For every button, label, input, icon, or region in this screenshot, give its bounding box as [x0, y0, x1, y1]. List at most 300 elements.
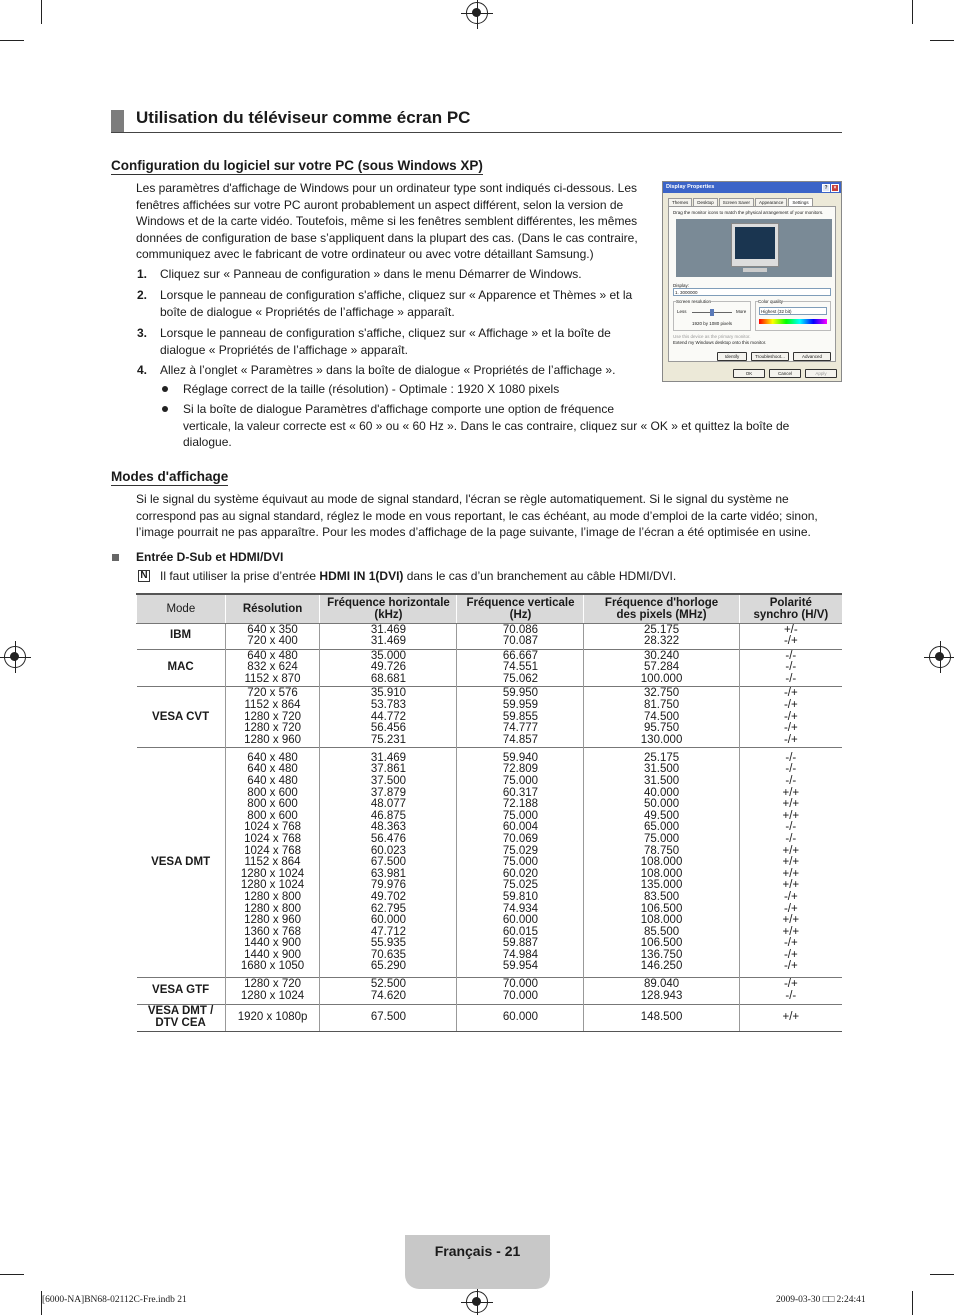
cell-value: -/- [785, 661, 797, 674]
mode-cell [137, 687, 226, 748]
cell-value: 28.322 [643, 635, 680, 648]
cell-value: 60.000 [502, 1010, 539, 1023]
cell-value: 60.020 [502, 867, 539, 880]
print-file-info: [6000-NA]BN68-02112C-Fre.indb 21 [42, 1295, 187, 1305]
resolution-label: Screen resolution [676, 299, 712, 304]
cell-value: -/+ [783, 722, 798, 735]
mode-name: VESA CVT [152, 710, 210, 723]
intro-paragraph [136, 180, 651, 263]
cell-value: 74.857 [502, 733, 539, 746]
cell-value: 1152 x 864 [244, 699, 301, 712]
table-header-row [137, 594, 843, 623]
vertical-frequency-cell [457, 687, 584, 748]
instruction-text: Drag the monitor icons to match the physical arrangement of your monitors. [673, 210, 824, 215]
cell-value: 65.290 [370, 960, 407, 973]
resolution-cell [225, 1004, 320, 1031]
cell-value: -/+ [783, 902, 798, 915]
cell-value: 81.750 [643, 699, 680, 712]
cell-value: 31.469 [370, 623, 407, 636]
sync-polarity-cell [739, 1004, 842, 1031]
mode-name: VESA DMT [151, 856, 211, 869]
display-select[interactable] [673, 288, 831, 296]
dialog-titlebar [663, 182, 841, 193]
display-properties-screenshot [662, 181, 842, 382]
crop-mark [41, 0, 42, 24]
header-pixel-clock [584, 594, 739, 623]
cell-value: 1152 x 864 [244, 856, 301, 869]
header-line: Polarité [769, 596, 812, 609]
step-3 [137, 325, 657, 359]
text-line: Windows et de la carte vidéo. Toutefois, même si les fenêtres semblent différentes, les mêmes [136, 214, 638, 228]
page-title: Utilisation du téléviseur comme écran PC [136, 108, 471, 127]
cell-value: 55.935 [370, 937, 407, 950]
troubleshoot-button[interactable]: Troubleshoot... [751, 352, 789, 361]
cell-value: -/+ [783, 960, 798, 973]
cell-value: 74.984 [502, 948, 539, 961]
cell-value: 70.000 [502, 990, 539, 1003]
cell-value: 1280 x 720 [244, 722, 302, 735]
header-line: des pixels (MHz) [616, 608, 707, 621]
cell-value: 60.015 [502, 925, 539, 938]
cell-value: 25.175 [643, 751, 680, 764]
cell-value: 59.855 [502, 710, 539, 723]
cell-value: 37.879 [370, 786, 407, 799]
cell-value: +/+ [782, 925, 800, 938]
color-value: Highest (32 bit) [761, 309, 792, 314]
cell-value: 75.062 [502, 672, 539, 685]
cell-value: 60.317 [502, 786, 539, 799]
horizontal-frequency-cell [320, 623, 457, 649]
cell-value: 832 x 624 [247, 661, 298, 674]
header-mode: Mode [137, 594, 226, 623]
cell-value: 1280 x 960 [244, 914, 302, 927]
cell-value: 48.077 [370, 798, 407, 811]
cell-value: -/- [785, 763, 797, 776]
text-line: données de configuration de base s’appliquent dans la plupart des cas. (Dans le cas contraire, [136, 230, 638, 245]
pixel-clock-cell [584, 1004, 739, 1031]
bullet-frequency [162, 401, 822, 453]
cell-value: 1280 x 1024 [240, 867, 305, 880]
cell-value: 35.000 [370, 649, 407, 662]
cell-value: 640 x 480 [247, 649, 298, 662]
mode-name: VESA GTF [152, 984, 210, 997]
bullet-icon [162, 406, 168, 412]
cell-value: 62.795 [370, 902, 407, 915]
cell-value: -/+ [783, 635, 798, 648]
mode-name: VESA DMT / [147, 1005, 214, 1018]
cell-value: 59.954 [502, 960, 539, 973]
display-value: 1. 3000000 [675, 290, 698, 295]
primary-monitor-checkbox[interactable]: Use this device as the primary monitor. [673, 334, 751, 339]
vertical-frequency-cell [457, 1004, 584, 1031]
cell-value: 49.500 [643, 809, 680, 822]
note-text [160, 569, 676, 583]
monitor-preview [676, 219, 832, 277]
resolution-cell [225, 748, 320, 978]
cell-value: -/+ [783, 890, 798, 903]
cell-value: 83.500 [643, 890, 680, 903]
cell-value: 47.712 [370, 925, 407, 938]
step-number: 2. [137, 288, 148, 302]
cell-value: +/+ [782, 786, 800, 799]
resolution-cell [225, 649, 320, 687]
step-number: 3. [137, 326, 148, 340]
resolution-cell [225, 687, 320, 748]
bullet-text [183, 401, 789, 451]
step-line: boîte de dialogue « Propriétés de l’affichage » apparaît. [160, 304, 455, 319]
cell-value: 1280 x 720 [244, 978, 302, 991]
text-line: communiquez avec le fabricant de votre ordinateur ou avec votre détaillant Samsung.) [136, 247, 594, 261]
note-text-bold: HDMI IN 1(DVI) [319, 569, 404, 583]
cell-value: 75.000 [502, 809, 539, 822]
close-icon: × [831, 184, 839, 192]
pixel-clock-cell [584, 748, 739, 978]
crop-mark [912, 0, 913, 24]
cell-value: 78.750 [643, 844, 680, 857]
horizontal-frequency-cell [320, 1004, 457, 1031]
cell-value: 75.000 [502, 774, 539, 787]
cell-value: 50.000 [643, 798, 680, 811]
tab-desktop[interactable]: Desktop [693, 198, 718, 206]
cell-value: +/+ [782, 867, 800, 880]
cell-value: +/+ [782, 1010, 800, 1023]
table-row [137, 978, 843, 1004]
cell-value: 1280 x 960 [244, 733, 302, 746]
registration-mark-icon [466, 1291, 488, 1313]
cell-value: 48.363 [370, 821, 407, 834]
table-row [137, 687, 843, 748]
cell-value: 56.476 [370, 832, 407, 845]
cell-value: 136.750 [640, 948, 683, 961]
sync-polarity-cell [739, 748, 842, 978]
cell-value: 79.976 [370, 879, 407, 892]
vertical-frequency-cell [457, 649, 584, 687]
cell-value: 49.726 [370, 661, 407, 674]
crop-mark [930, 40, 954, 41]
text-line: correspond pas au signal standard, réglez le mode en vous reportant, le cas échéant, au mode d’emploi de la carte vidéo; sinon, [136, 508, 818, 523]
apply-button[interactable]: Apply [805, 369, 837, 378]
cell-value: -/+ [783, 687, 798, 700]
mode-cell [137, 978, 226, 1004]
sync-polarity-cell [739, 623, 842, 649]
mode-cell [137, 623, 226, 649]
cell-value: 49.702 [370, 890, 407, 903]
header-resolution: Résolution [225, 594, 320, 623]
bullet-line: dialogue. [183, 435, 232, 449]
cell-value: 67.500 [370, 1010, 407, 1023]
cell-value: 146.250 [640, 960, 683, 973]
cell-value: -/- [785, 672, 797, 685]
square-bullet-icon [112, 554, 119, 561]
text-line: fenêtres affichées sur votre PC auront probablement un aspect différent, selon la version de [136, 197, 624, 212]
cell-value: 63.981 [370, 867, 407, 880]
cell-value: 65.000 [643, 821, 680, 834]
advanced-button[interactable]: Advanced [793, 352, 831, 361]
cell-value: 108.000 [640, 856, 683, 869]
section-heading-modes: Modes d'affichage [111, 469, 229, 484]
cell-value: 75.231 [370, 733, 407, 746]
mode-cell [137, 649, 226, 687]
crop-mark [0, 1274, 24, 1275]
cell-value: 130.000 [640, 733, 683, 746]
cell-value: 74.500 [643, 710, 680, 723]
horizontal-frequency-cell [320, 978, 457, 1004]
step-text [160, 287, 632, 320]
table-row [137, 1004, 843, 1031]
note-text-part: dans le cas d’un branchement au câble HDMI/DVI. [403, 569, 677, 583]
cell-value: -/- [785, 751, 797, 764]
cell-value: 1024 x 768 [244, 844, 302, 857]
cell-value: 35.910 [370, 687, 407, 700]
vertical-frequency-cell [457, 748, 584, 978]
sub-heading-input: Entrée D-Sub et HDMI/DVI [136, 550, 284, 564]
cell-value: +/+ [782, 844, 800, 857]
registration-mark-icon [929, 646, 951, 668]
page-title-bar [111, 108, 842, 133]
cell-value: 640 x 480 [247, 751, 298, 764]
cell-value: 720 x 400 [247, 635, 298, 648]
more-label: More [736, 309, 747, 314]
cell-value: -/+ [783, 733, 798, 746]
crop-mark [0, 40, 24, 41]
cell-value: 72.809 [502, 763, 539, 776]
step-number: 1. [137, 267, 148, 281]
color-group [755, 301, 831, 331]
cell-value: 640 x 480 [247, 774, 298, 787]
table-row [137, 649, 843, 687]
modes-paragraph [136, 491, 846, 541]
cell-value: 108.000 [640, 914, 683, 927]
sync-polarity-cell [739, 978, 842, 1004]
cell-value: 640 x 350 [247, 623, 298, 636]
cell-value: 70.000 [502, 978, 539, 991]
cell-value: +/+ [782, 809, 800, 822]
cell-value: 135.000 [640, 879, 683, 892]
sync-polarity-cell [739, 649, 842, 687]
extend-desktop-checkbox[interactable]: Extend my Windows desktop onto this monitor. [673, 340, 767, 345]
registration-mark-icon [4, 646, 26, 668]
cell-value: -/+ [783, 978, 798, 991]
cell-value: 72.188 [502, 798, 539, 811]
cell-value: 800 x 600 [247, 786, 298, 799]
tab-themes[interactable]: Themes [668, 198, 692, 206]
pixel-clock-cell [584, 978, 739, 1004]
cell-value: 57.284 [643, 661, 680, 674]
bullet-icon [162, 386, 168, 392]
mode-name: MAC [167, 661, 194, 674]
header-line: (Hz) [509, 608, 532, 621]
cell-value: 37.861 [370, 763, 407, 776]
vertical-frequency-cell [457, 978, 584, 1004]
pixel-clock-cell [584, 623, 739, 649]
horizontal-frequency-cell [320, 649, 457, 687]
cell-value: 59.950 [502, 687, 539, 700]
cell-value: 70.635 [370, 948, 407, 961]
cell-value: 75.000 [643, 832, 680, 845]
cell-value: 108.000 [640, 867, 683, 880]
cell-value: 800 x 600 [247, 809, 298, 822]
color-select[interactable] [759, 307, 827, 315]
mode-name: IBM [170, 629, 192, 642]
help-icon: ? [822, 184, 830, 192]
bullet-line: verticale, la valeur correcte est « 60 » ou « 60 Hz ». Dans le cas contraire, cliquez sur « OK » et quittez la boîte de [183, 418, 790, 433]
cell-value: 70.087 [502, 635, 539, 648]
cell-value: 1440 x 900 [244, 948, 302, 961]
cell-value: 1280 x 800 [244, 902, 302, 915]
tab-appearance[interactable]: Appearance [755, 198, 787, 206]
cell-value: -/- [785, 774, 797, 787]
dialog-title: Display Properties [666, 184, 715, 190]
cell-value: 66.667 [502, 649, 539, 662]
cell-value: 100.000 [640, 672, 683, 685]
step-text: Allez à l’onglet « Paramètres » dans la boîte de dialogue « Propriétés de l’affichage ». [160, 363, 616, 377]
cell-value: 56.456 [370, 722, 407, 735]
ok-button[interactable]: OK [733, 369, 765, 378]
text-line: l’image pourrait ne pas apparaître. Pour les modes d’affichage de la page suivante, l’image de l’écran a été optimisée en usine. [136, 525, 811, 539]
step-text [160, 325, 611, 358]
title-marker [111, 110, 124, 132]
print-date-info: 2009-03-30 □□ 2:24:41 [776, 1295, 866, 1305]
cell-value: 1280 x 1024 [240, 990, 305, 1003]
cell-value: 1280 x 720 [244, 710, 302, 723]
cell-value: 68.681 [370, 672, 407, 685]
identify-button[interactable]: Identify [717, 352, 747, 361]
header-horizontal-frequency [320, 594, 457, 623]
header-line: Fréquence horizontale [327, 596, 450, 609]
cell-value: -/+ [783, 699, 798, 712]
cell-value: 59.810 [502, 890, 539, 903]
cell-value: 25.175 [643, 623, 680, 636]
pixel-clock-cell [584, 649, 739, 687]
cell-value: 85.500 [643, 925, 680, 938]
cell-value: 1280 x 1024 [240, 879, 305, 892]
cell-value: 640 x 480 [247, 763, 298, 776]
header-line: Fréquence verticale [466, 596, 575, 609]
cell-value: -/+ [783, 937, 798, 950]
cell-value: +/+ [782, 798, 800, 811]
cell-value: +/+ [782, 879, 800, 892]
cell-value: 106.500 [640, 937, 683, 950]
cell-value: 59.959 [502, 699, 539, 712]
cell-value: +/+ [782, 856, 800, 869]
cell-value: 75.000 [502, 856, 539, 869]
cell-value: 1440 x 900 [244, 937, 302, 950]
table-row [137, 748, 843, 978]
vertical-frequency-cell [457, 623, 584, 649]
cell-value: 32.750 [643, 687, 680, 700]
cell-value: -/+ [783, 710, 798, 723]
cell-value: -/- [785, 821, 797, 834]
cell-value: 1680 x 1050 [240, 960, 305, 973]
bullet-line: Si la boîte de dialogue Paramètres d'affichage comporte une option de fréquence [183, 402, 615, 416]
mode-name: DTV CEA [155, 1016, 206, 1029]
horizontal-frequency-cell [320, 748, 457, 978]
step-line: Lorsque le panneau de configuration s'affiche, cliquez sur « Apparence et Thèmes » et la [160, 288, 633, 302]
cell-value: 95.750 [643, 722, 680, 735]
cell-value: 44.772 [370, 710, 407, 723]
cell-value: 75.025 [502, 879, 539, 892]
display-modes-table [136, 593, 842, 1032]
settings-panel [668, 206, 836, 362]
text-line: Si le signal du système équivaut au mode de signal standard, l'écran se règle automatiquement. Si le signal du système ne [136, 492, 789, 506]
section-heading-config: Configuration du logiciel sur votre PC (sous Windows XP) [111, 158, 483, 173]
cell-value: 70.086 [502, 623, 539, 636]
header-vertical-frequency [457, 594, 584, 623]
cell-value: 31.469 [370, 751, 407, 764]
tab-settings[interactable]: Settings [788, 198, 812, 206]
cell-value: +/- [783, 623, 798, 636]
bullet-text: Réglage correct de la taille (résolution) - Optimale : 1920 X 1080 pixels [183, 382, 560, 396]
cell-value: 1024 x 768 [244, 821, 302, 834]
cell-value: -/- [785, 649, 797, 662]
cell-value: 74.777 [502, 722, 539, 735]
step-2 [137, 287, 657, 321]
resolution-cell [225, 623, 320, 649]
cell-value: 46.875 [370, 809, 407, 822]
monitor-icon[interactable] [731, 223, 779, 267]
cell-value: -/+ [783, 948, 798, 961]
mode-cell [137, 748, 226, 978]
note-icon: N [138, 570, 150, 582]
cell-value: 74.934 [502, 902, 539, 915]
text-line: Les paramètres d'affichage de Windows pour un ordinateur type sont indiqués ci-dessous. Les [136, 181, 638, 195]
cell-value: 30.240 [643, 649, 680, 662]
cell-value: 67.500 [370, 856, 407, 869]
cell-value: 60.023 [370, 844, 407, 857]
horizontal-frequency-cell [320, 687, 457, 748]
registration-mark-icon [466, 2, 488, 24]
slider-handle[interactable] [710, 309, 714, 316]
cell-value: 31.500 [643, 774, 680, 787]
cell-value: 75.029 [502, 844, 539, 857]
cell-value: 60.004 [502, 821, 539, 834]
step-number: 4. [137, 363, 148, 377]
mode-cell [137, 1004, 226, 1031]
note-text-part: Il faut utiliser la prise d’entrée [160, 569, 320, 583]
cell-value: 37.500 [370, 774, 407, 787]
cell-value: -/- [785, 990, 797, 1003]
cell-value: 40.000 [643, 786, 680, 799]
cell-value: 1920 x 1080p [237, 1010, 308, 1023]
cell-value: 1024 x 768 [244, 832, 302, 845]
tab-screen-saver[interactable]: Screen Saver [719, 198, 754, 206]
cell-value: 31.500 [643, 763, 680, 776]
sync-polarity-cell [739, 687, 842, 748]
header-sync-polarity [739, 594, 842, 623]
cancel-button[interactable]: Cancel [769, 369, 801, 378]
cell-value: +/+ [782, 914, 800, 927]
header-line: (kHz) [374, 608, 403, 621]
cell-value: 31.469 [370, 635, 407, 648]
cell-value: 89.040 [643, 978, 680, 991]
cell-value: 800 x 600 [247, 798, 298, 811]
page-number-tab [405, 1235, 550, 1289]
cell-value: 52.500 [370, 978, 407, 991]
cell-value: 128.943 [640, 990, 683, 1003]
cell-value: 1280 x 800 [244, 890, 302, 903]
crop-mark [912, 1291, 913, 1315]
cell-value: 70.069 [502, 832, 539, 845]
cell-value: 720 x 576 [247, 687, 298, 700]
dialog-tabs [668, 198, 814, 206]
cell-value: 106.500 [640, 902, 683, 915]
header-line: Fréquence d'horloge [604, 596, 719, 609]
resolution-value: 1920 by 1080 pixels [692, 321, 733, 326]
cell-value: -/- [785, 832, 797, 845]
display-label: Display: [673, 283, 690, 288]
color-bar [759, 319, 827, 324]
header-line: synchro (H/V) [753, 608, 829, 621]
